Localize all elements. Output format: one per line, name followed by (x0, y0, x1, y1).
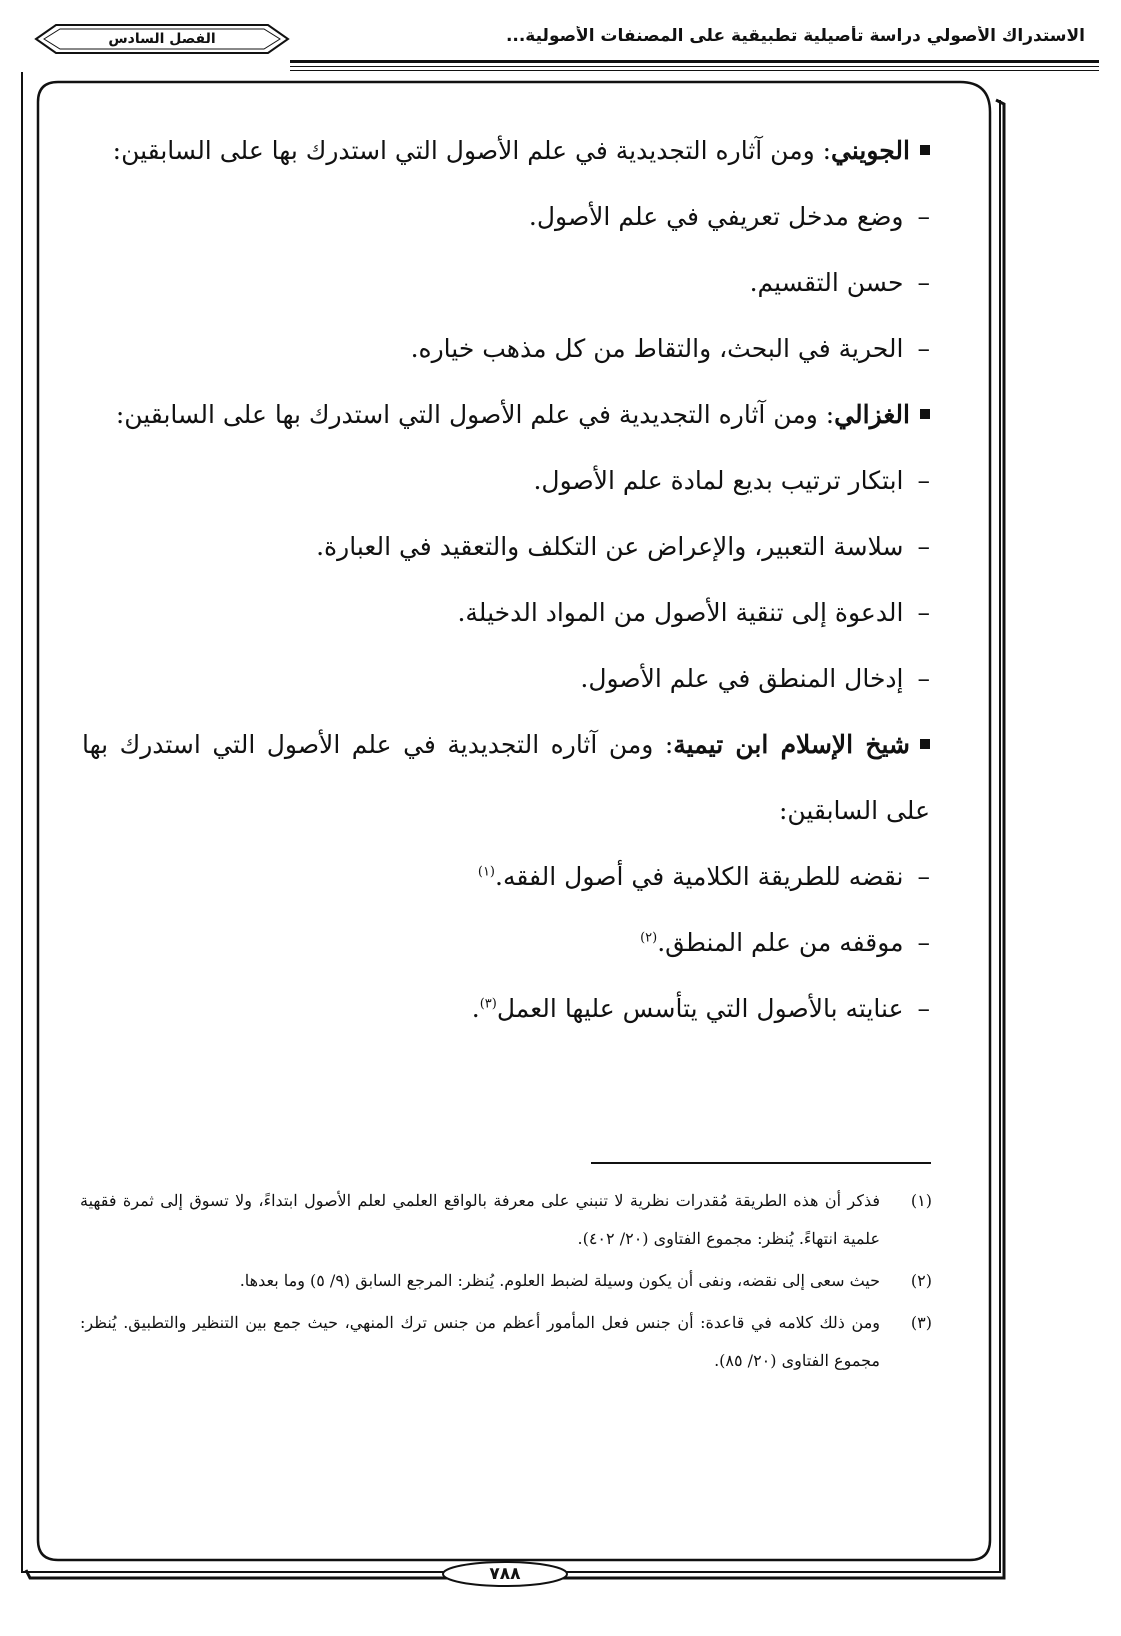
footnote-text: فذكر أن هذه الطريقة مُقدرات نظرية لا تنبني على معرفة بالواقع العلمي لعلم الأصول ابتداءً، ولا تسوق إلى ثمرة فقهية علمية انتهاءً. يُنظر: مجموع الفتاوى (٢٠/ ٤٠٢). (80, 1191, 880, 1248)
header-rule (290, 66, 1099, 67)
footnote-ref[interactable]: (٢) (640, 930, 658, 946)
footnotes (80, 1182, 932, 1384)
footnote-number: (١) (910, 1191, 932, 1210)
list-item: –نقضه للطريقة الكلامية في أصول الفقه.$^{(١)}$ (477, 862, 930, 891)
list-item: –ابتكار ترتيب بديع لمادة علم الأصول. (533, 466, 930, 495)
list-item: –الدعوة إلى تنقية الأصول من المواد الدخيلة. (457, 598, 930, 627)
footnote-text: ومن ذلك كلامه في قاعدة: أن جنس فعل المأمور أعظم من جنس ترك المنهي، حيث جمع بين التنظير والتطبيق. يُنظر: مجموع الفتاوى (٢٠/ ٨٥). (80, 1313, 880, 1370)
footnote (80, 1304, 932, 1380)
square-bullet-icon (920, 739, 930, 749)
page-number: ٧٨٨ (489, 1564, 521, 1584)
footnote-text: حيث سعى إلى نقضه، ونفى أن يكون وسيلة لضبط العلوم. يُنظر: المرجع السابق (٩/ ٥) وما بعدها. (239, 1271, 880, 1290)
footnote (80, 1182, 932, 1258)
footnote-ref[interactable]: (٣) (479, 996, 497, 1012)
running-title: الاستدراك الأصولي دراسة تأصيلية تطبيقية على المصنفات الأصولية... (505, 26, 1085, 46)
section-intro: : ومن آثاره التجديدية في علم الأصول التي استدرك بها على السابقين: (115, 400, 835, 429)
list-item: –وضع مدخل تعريفي في علم الأصول. (528, 202, 930, 231)
square-bullet-icon (920, 409, 930, 419)
section-intro: : ومن آثاره التجديدية في علم الأصول التي استدرك بها على السابقين: (112, 136, 832, 165)
header-rule (290, 60, 1099, 63)
scholar-name: شيخ الإسلام ابن تيمية (673, 730, 911, 759)
page-number-badge (440, 1559, 570, 1589)
list-item: –سلاسة التعبير، والإعراض عن التكلف والتعقيد في العبارة. (316, 532, 930, 561)
chapter-label: الفصل السادس (108, 31, 216, 47)
square-bullet-icon (920, 145, 930, 155)
list-item: –عنايته بالأصول التي يتأسس عليها العمل$^{(٣)}$. (471, 994, 930, 1023)
section-heading (82, 382, 930, 448)
scholar-name: الغزالي (834, 400, 910, 429)
list-item: –إدخال المنطق في علم الأصول. (580, 664, 930, 693)
footnote-separator (591, 1162, 931, 1164)
section-heading (82, 712, 930, 844)
header-rule (290, 70, 1099, 71)
scholar-name: الجويني (831, 136, 910, 165)
footnote (80, 1262, 932, 1300)
footnote-ref[interactable]: (١) (477, 864, 495, 880)
footnote-number: (٣) (910, 1313, 932, 1332)
footnote-number: (٢) (910, 1271, 932, 1290)
chapter-tab (34, 22, 290, 56)
section-heading (82, 118, 930, 184)
list-item: –الحرية في البحث، والتقاط من كل مذهب خياره. (410, 334, 930, 363)
main-text (82, 118, 930, 1042)
section-intro: : ومن آثاره التجديدية في علم الأصول التي استدرك بها على السابقين: (82, 730, 930, 825)
list-item: –موقفه من علم المنطق.$^{(٢)}$ (640, 928, 930, 957)
list-item: –حسن التقسيم. (749, 268, 930, 297)
